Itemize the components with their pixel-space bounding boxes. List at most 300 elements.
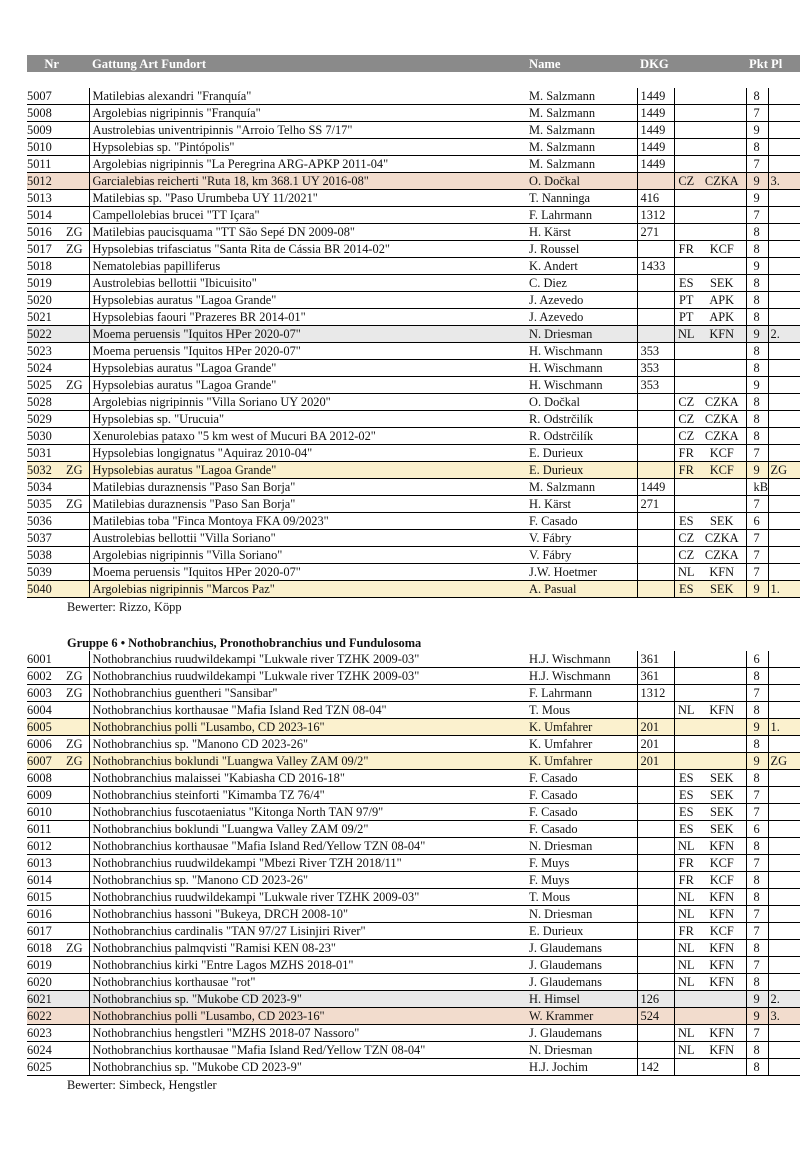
points: 7 <box>746 1025 768 1042</box>
breeder-name: N. Driesman <box>526 838 637 855</box>
breeder-name: H. Kärst <box>526 224 637 241</box>
table-row <box>27 872 800 889</box>
entry-number: 5024 <box>27 360 63 377</box>
breeder-name: J.W. Hoetmer <box>526 564 637 581</box>
country-code: NL <box>674 838 698 855</box>
breeder-name: M. Salzmann <box>526 88 637 105</box>
entry-number: 6002 <box>27 668 63 685</box>
placement <box>768 241 800 258</box>
species-location: Matilebias toba "Finca Montoya FKA 09/2023" <box>89 513 526 530</box>
placement <box>768 685 800 702</box>
placement <box>768 838 800 855</box>
points: 8 <box>746 668 768 685</box>
placement <box>768 122 800 139</box>
country-code <box>674 1059 698 1076</box>
country-code: NL <box>674 326 698 343</box>
country-code: FR <box>674 462 698 479</box>
entry-number: 5025 <box>27 377 63 394</box>
dkg-number <box>637 821 674 838</box>
club-code <box>698 1008 746 1025</box>
placement <box>768 496 800 513</box>
dkg-number: 353 <box>637 360 674 377</box>
table-row <box>27 343 800 360</box>
points: 7 <box>746 105 768 122</box>
breeder-name: J. Glaudemans <box>526 1025 637 1042</box>
zg-marker <box>63 991 89 1008</box>
entry-number: 6006 <box>27 736 63 753</box>
breeder-name: N. Driesman <box>526 906 637 923</box>
zg-marker <box>63 787 89 804</box>
points: 8 <box>746 275 768 292</box>
breeder-name: E. Durieux <box>526 462 637 479</box>
breeder-name: T. Nanninga <box>526 190 637 207</box>
dkg-number <box>637 581 674 598</box>
table-row <box>27 105 800 122</box>
zg-marker: ZG <box>63 753 89 770</box>
species-location: Nothobranchius kirki "Entre Lagos MZHS 2018-01" <box>89 957 526 974</box>
table-row <box>27 88 800 105</box>
table-row <box>27 513 800 530</box>
country-code <box>674 139 698 156</box>
dkg-number <box>637 974 674 991</box>
dkg-number <box>637 173 674 190</box>
entry-number: 5009 <box>27 122 63 139</box>
placement <box>768 872 800 889</box>
points: 9 <box>746 581 768 598</box>
points: 8 <box>746 702 768 719</box>
zg-marker <box>63 445 89 462</box>
entry-number: 5037 <box>27 530 63 547</box>
dkg-number <box>637 923 674 940</box>
table-row <box>27 1059 800 1076</box>
placement: 2. <box>768 991 800 1008</box>
entry-number: 6019 <box>27 957 63 974</box>
species-location: Nothobranchius korthausae "Mafia Island Red/Yellow TZN 08-04" <box>89 1042 526 1059</box>
entry-number: 5016 <box>27 224 63 241</box>
points: 8 <box>746 411 768 428</box>
table-row <box>27 377 800 394</box>
club-code <box>698 207 746 224</box>
spacer-cell <box>27 72 800 88</box>
country-code: CZ <box>674 428 698 445</box>
zg-marker <box>63 906 89 923</box>
species-location: Nothobranchius palmqvisti "Ramisi KEN 08-23" <box>89 940 526 957</box>
entry-number: 6007 <box>27 753 63 770</box>
country-code <box>674 651 698 668</box>
placement <box>768 547 800 564</box>
breeder-name: O. Dočkal <box>526 394 637 411</box>
placement <box>768 428 800 445</box>
placement: ZG <box>768 753 800 770</box>
points: 8 <box>746 940 768 957</box>
breeder-name: H.J. Wischmann <box>526 651 637 668</box>
placement <box>768 564 800 581</box>
species-location: Argolebias nigripinnis "Villa Soriano UY 2020" <box>89 394 526 411</box>
country-code: ES <box>674 513 698 530</box>
table-row <box>27 530 800 547</box>
placement <box>768 821 800 838</box>
placement <box>768 207 800 224</box>
judges-note-row <box>27 598 800 616</box>
breeder-name: W. Krammer <box>526 1008 637 1025</box>
points: kB <box>746 479 768 496</box>
table-row <box>27 753 800 770</box>
table-row <box>27 564 800 581</box>
country-code <box>674 258 698 275</box>
country-code <box>674 719 698 736</box>
table-header <box>27 55 800 72</box>
species-location: Nothobranchius cardinalis "TAN 97/27 Lisinjiri River" <box>89 923 526 940</box>
table-row <box>27 462 800 479</box>
club-code: SEK <box>698 581 746 598</box>
breeder-name: A. Pasual <box>526 581 637 598</box>
species-location: Nothobranchius malaissei "Kabiasha CD 2016-18" <box>89 770 526 787</box>
club-code: KFN <box>698 957 746 974</box>
species-location: Nothobranchius korthausae "Mafia Island Red/Yellow TZN 08-04" <box>89 838 526 855</box>
club-code: KFN <box>698 1042 746 1059</box>
placement: 2. <box>768 326 800 343</box>
points: 7 <box>746 685 768 702</box>
dkg-number <box>637 241 674 258</box>
table-row <box>27 736 800 753</box>
zg-marker: ZG <box>63 377 89 394</box>
points: 7 <box>746 156 768 173</box>
points: 8 <box>746 872 768 889</box>
header-nr: Nr <box>27 55 63 72</box>
breeder-name: M. Salzmann <box>526 122 637 139</box>
table-row <box>27 394 800 411</box>
species-location: Hypsolebias sp. "Pintópolis" <box>89 139 526 156</box>
dkg-number <box>637 292 674 309</box>
species-location: Hypsolebias faouri "Prazeres BR 2014-01" <box>89 309 526 326</box>
club-code: KFN <box>698 1025 746 1042</box>
zg-marker <box>63 1042 89 1059</box>
placement <box>768 651 800 668</box>
zg-marker <box>63 702 89 719</box>
dkg-number: 524 <box>637 1008 674 1025</box>
points: 8 <box>746 838 768 855</box>
points: 9 <box>746 190 768 207</box>
points: 9 <box>746 719 768 736</box>
header-pl: Pl <box>768 55 800 72</box>
club-code <box>698 736 746 753</box>
entry-number: 5021 <box>27 309 63 326</box>
zg-marker <box>63 360 89 377</box>
table-row <box>27 122 800 139</box>
table-row <box>27 224 800 241</box>
club-code <box>698 1059 746 1076</box>
country-code: CZ <box>674 173 698 190</box>
country-code <box>674 377 698 394</box>
breeder-name: F. Muys <box>526 855 637 872</box>
breeder-name: T. Mous <box>526 889 637 906</box>
club-code <box>698 224 746 241</box>
club-code: SEK <box>698 275 746 292</box>
entry-number: 5008 <box>27 105 63 122</box>
species-location: Hypsolebias sp. "Urucuia" <box>89 411 526 428</box>
placement <box>768 787 800 804</box>
placement <box>768 360 800 377</box>
dkg-number: 1449 <box>637 139 674 156</box>
club-code <box>698 343 746 360</box>
placement <box>768 513 800 530</box>
species-location: Moema peruensis "Iquitos HPer 2020-07" <box>89 564 526 581</box>
placement <box>768 940 800 957</box>
entry-number: 6004 <box>27 702 63 719</box>
club-code <box>698 377 746 394</box>
table-row <box>27 173 800 190</box>
club-code: KFN <box>698 940 746 957</box>
dkg-number <box>637 411 674 428</box>
club-code: KCF <box>698 462 746 479</box>
dkg-number <box>637 326 674 343</box>
dkg-number: 201 <box>637 753 674 770</box>
species-location: Nothobranchius ruudwildekampi "Lukwale river TZHK 2009-03" <box>89 889 526 906</box>
entry-number: 5038 <box>27 547 63 564</box>
species-location: Hypsolebias auratus "Lagoa Grande" <box>89 377 526 394</box>
points: 8 <box>746 1059 768 1076</box>
species-location: Matilebias duraznensis "Paso San Borja" <box>89 496 526 513</box>
points: 9 <box>746 258 768 275</box>
country-code <box>674 207 698 224</box>
breeder-name: M. Salzmann <box>526 156 637 173</box>
club-code: KCF <box>698 872 746 889</box>
table-row <box>27 940 800 957</box>
points: 7 <box>746 207 768 224</box>
placement <box>768 702 800 719</box>
header-pkt: Pkt <box>746 55 768 72</box>
placement <box>768 139 800 156</box>
breeder-name: H. Wischmann <box>526 377 637 394</box>
zg-marker <box>63 872 89 889</box>
entry-number: 6022 <box>27 1008 63 1025</box>
club-code: SEK <box>698 770 746 787</box>
points: 8 <box>746 139 768 156</box>
species-location: Argolebias nigripinnis "La Peregrina ARG-APKP 2011-04" <box>89 156 526 173</box>
species-location: Moema peruensis "Iquitos HPer 2020-07" <box>89 326 526 343</box>
table-row <box>27 974 800 991</box>
table-row <box>27 702 800 719</box>
entry-number: 5040 <box>27 581 63 598</box>
points: 8 <box>746 241 768 258</box>
species-location: Nothobranchius sp. "Mukobe CD 2023-9" <box>89 991 526 1008</box>
header-name: Name <box>526 55 637 72</box>
species-location: Nothobranchius polli "Lusambo, CD 2023-16" <box>89 1008 526 1025</box>
zg-marker <box>63 855 89 872</box>
zg-marker <box>63 719 89 736</box>
judges-note: Bewerter: Simbeck, Hengstler <box>67 1077 217 1092</box>
breeder-name: J. Glaudemans <box>526 974 637 991</box>
breeder-name: T. Mous <box>526 702 637 719</box>
points: 8 <box>746 224 768 241</box>
placement <box>768 906 800 923</box>
club-code: KCF <box>698 241 746 258</box>
header-dkg: DKG <box>637 55 674 72</box>
table-row <box>27 668 800 685</box>
dkg-number <box>637 309 674 326</box>
table-row <box>27 275 800 292</box>
points: 8 <box>746 88 768 105</box>
club-code <box>698 190 746 207</box>
club-code: APK <box>698 309 746 326</box>
points: 7 <box>746 906 768 923</box>
placement <box>768 224 800 241</box>
entry-number: 5019 <box>27 275 63 292</box>
zg-marker <box>63 651 89 668</box>
table-row <box>27 292 800 309</box>
header-species: Gattung Art Fundort <box>89 55 526 72</box>
placement: ZG <box>768 462 800 479</box>
club-code: KCF <box>698 855 746 872</box>
points: 7 <box>746 530 768 547</box>
entry-number: 6018 <box>27 940 63 957</box>
breeder-name: M. Salzmann <box>526 105 637 122</box>
breeder-name: N. Driesman <box>526 1042 637 1059</box>
dkg-number: 1449 <box>637 122 674 139</box>
breeder-name: F. Lahrmann <box>526 685 637 702</box>
country-code: ES <box>674 804 698 821</box>
club-code: CZKA <box>698 411 746 428</box>
table-row <box>27 411 800 428</box>
zg-marker <box>63 889 89 906</box>
country-code: NL <box>674 1042 698 1059</box>
country-code: CZ <box>674 547 698 564</box>
country-code <box>674 668 698 685</box>
placement <box>768 530 800 547</box>
points: 6 <box>746 821 768 838</box>
species-location: Nothobranchius sp. "Mukobe CD 2023-9" <box>89 1059 526 1076</box>
club-code <box>698 991 746 1008</box>
zg-marker <box>63 547 89 564</box>
placement <box>768 394 800 411</box>
judges-note: Bewerter: Rizzo, Köpp <box>67 599 182 614</box>
dkg-number: 1449 <box>637 479 674 496</box>
club-code <box>698 122 746 139</box>
country-code <box>674 753 698 770</box>
entry-number: 5007 <box>27 88 63 105</box>
placement <box>768 923 800 940</box>
club-code <box>698 88 746 105</box>
zg-marker <box>63 1008 89 1025</box>
placement <box>768 736 800 753</box>
entry-number: 5018 <box>27 258 63 275</box>
species-location: Xenurolebias pataxo "5 km west of Mucuri BA 2012-02" <box>89 428 526 445</box>
placement: 1. <box>768 581 800 598</box>
species-location: Nematolebias papilliferus <box>89 258 526 275</box>
entry-number: 5039 <box>27 564 63 581</box>
zg-marker <box>63 173 89 190</box>
placement <box>768 105 800 122</box>
club-code: KFN <box>698 974 746 991</box>
species-location: Nothobranchius boklundi "Luangwa Valley ZAM 09/2" <box>89 753 526 770</box>
zg-marker <box>63 207 89 224</box>
points: 8 <box>746 360 768 377</box>
breeder-name: J. Roussel <box>526 241 637 258</box>
country-code: NL <box>674 940 698 957</box>
zg-marker <box>63 530 89 547</box>
zg-marker: ZG <box>63 241 89 258</box>
breeder-name: E. Durieux <box>526 923 637 940</box>
club-code: CZKA <box>698 173 746 190</box>
country-code: PT <box>674 309 698 326</box>
dkg-number: 361 <box>637 668 674 685</box>
zg-marker: ZG <box>63 668 89 685</box>
country-code <box>674 360 698 377</box>
dkg-number: 1449 <box>637 105 674 122</box>
country-code: NL <box>674 957 698 974</box>
points: 9 <box>746 462 768 479</box>
species-location: Austrolebias bellottii "Villa Soriano" <box>89 530 526 547</box>
breeder-name: H. Wischmann <box>526 343 637 360</box>
breeder-name: F. Casado <box>526 821 637 838</box>
entry-number: 6023 <box>27 1025 63 1042</box>
table-row <box>27 156 800 173</box>
species-location: Nothobranchius sp. "Manono CD 2023-26" <box>89 872 526 889</box>
entry-number: 6013 <box>27 855 63 872</box>
points: 7 <box>746 496 768 513</box>
placement <box>768 88 800 105</box>
entry-number: 6024 <box>27 1042 63 1059</box>
club-code: APK <box>698 292 746 309</box>
country-code: FR <box>674 241 698 258</box>
placement <box>768 855 800 872</box>
zg-marker <box>63 326 89 343</box>
species-location: Nothobranchius hengstleri "MZHS 2018-07 Nassoro" <box>89 1025 526 1042</box>
table-row <box>27 479 800 496</box>
entry-number: 5032 <box>27 462 63 479</box>
zg-marker <box>63 156 89 173</box>
table-row <box>27 258 800 275</box>
table-row <box>27 787 800 804</box>
zg-marker <box>63 258 89 275</box>
table-row <box>27 309 800 326</box>
club-code <box>698 668 746 685</box>
entry-number: 5028 <box>27 394 63 411</box>
placement: 3. <box>768 173 800 190</box>
points: 8 <box>746 394 768 411</box>
dkg-number <box>637 445 674 462</box>
table-row <box>27 804 800 821</box>
zg-marker <box>63 275 89 292</box>
entry-number: 5012 <box>27 173 63 190</box>
breeder-name: J. Azevedo <box>526 309 637 326</box>
points: 8 <box>746 889 768 906</box>
club-code <box>698 496 746 513</box>
breeder-name: K. Andert <box>526 258 637 275</box>
points: 8 <box>746 292 768 309</box>
country-code <box>674 122 698 139</box>
zg-marker <box>63 1025 89 1042</box>
zg-marker <box>63 804 89 821</box>
points: 9 <box>746 753 768 770</box>
country-code: ES <box>674 821 698 838</box>
breeder-name: J. Azevedo <box>526 292 637 309</box>
breeder-name: H. Kärst <box>526 496 637 513</box>
entry-number: 5022 <box>27 326 63 343</box>
species-location: Hypsolebias auratus "Lagoa Grande" <box>89 360 526 377</box>
group-title: Gruppe 6 • Nothobranchius, Pronothobranchius und Fundulosoma <box>67 636 422 650</box>
table-row <box>27 957 800 974</box>
entry-number: 6005 <box>27 719 63 736</box>
breeder-name: E. Durieux <box>526 445 637 462</box>
table-row <box>27 207 800 224</box>
dkg-number: 353 <box>637 377 674 394</box>
country-code: ES <box>674 275 698 292</box>
entry-number: 6021 <box>27 991 63 1008</box>
species-location: Hypsolebias trifasciatus "Santa Rita de Cássia BR 2014-02" <box>89 241 526 258</box>
country-code <box>674 496 698 513</box>
placement <box>768 770 800 787</box>
